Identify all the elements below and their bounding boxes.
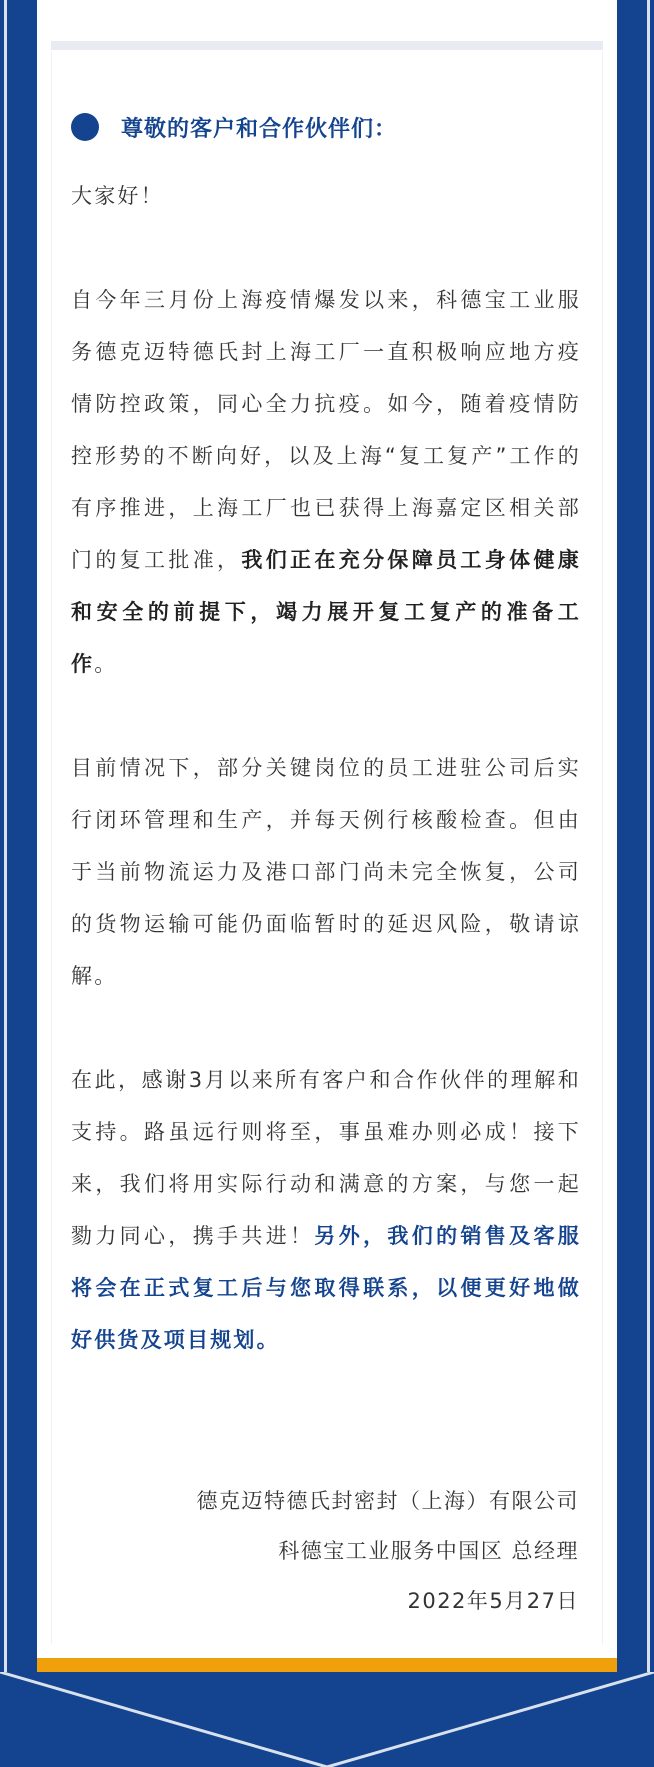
paragraph-3-text: 在此，感谢3月以来所有客户和合作伙伴的理解和支持。路虽远行则将至，事虽难办则必成！接下来，我们将用实际行动和满意的方案，与您一起勠力同心，携手共进！ (71, 1068, 581, 1248)
paragraph-1-bold: 我们正在充分保障员工身体健康和安全的前提下，竭力展开复工复产的准备工作 (71, 548, 581, 676)
letter-heading (71, 111, 397, 143)
signature-company: 德克迈特德氏封密封（上海）有限公司 (196, 1489, 579, 1513)
signature-title: 科德宝工业服务中国区 总经理 (278, 1539, 579, 1563)
signature-block (197, 1476, 580, 1626)
bullet-dot-icon (71, 113, 99, 141)
paragraph-3 (71, 1054, 581, 1366)
card-top-band (51, 41, 603, 50)
bottom-chevron-decoration (0, 1672, 654, 1767)
greeting: 大家好！ (71, 184, 164, 208)
paragraph-1-end: 。 (94, 652, 118, 676)
letter-body (71, 170, 581, 1366)
paragraph-3-highlight: 另外，我们的销售及客服将会在正式复工后与您取得联系，以便更好地做好供货及项目规划。 (71, 1224, 582, 1352)
paragraph-1-text: 自今年三月份上海疫情爆发以来，科德宝工业服务德克迈特德氏封上海工厂一直积极响应地方疫情防控政策，同心全力抗疫。如今，随着疫情防控形势的不断向好，以及上海“复工复产”工作的有序推进，上海工厂也已获得上海嘉定区相关部门的复工批准， (71, 288, 581, 572)
paragraph-1 (71, 274, 581, 690)
heading-title: 尊敬的客户和合作伙伴们： (121, 116, 398, 142)
frame-line-right (647, 0, 650, 1700)
frame-line-left (4, 0, 7, 1700)
gold-accent-bar (37, 1658, 617, 1672)
paragraph-2: 目前情况下，部分关键岗位的员工进驻公司后实行闭环管理和生产，并每天例行核酸检查。但由于当前物流运力及港口部门尚未完全恢复，公司的货物运输可能仍面临暂时的延迟风险，敬请谅解。 (71, 756, 581, 988)
signature-date: 2022年5月27日 (407, 1589, 579, 1613)
